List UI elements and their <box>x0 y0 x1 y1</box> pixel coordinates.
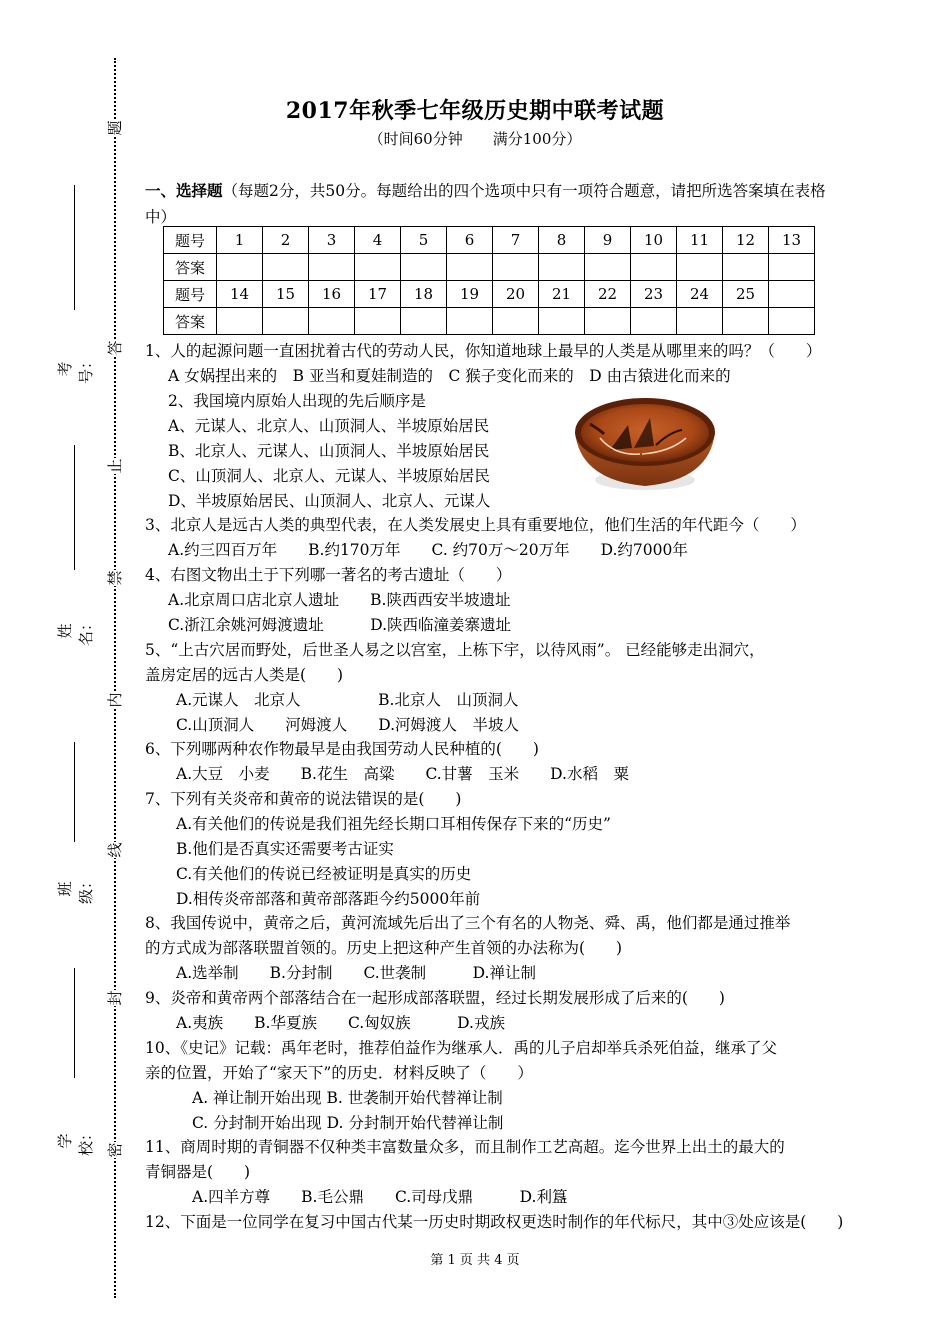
question-number-cell: 3 <box>309 227 355 254</box>
question-number-cell: 5 <box>401 227 447 254</box>
question-11: 11、商周时期的青铜器不仅种类丰富数量众多，而且制作工艺高超。迄今世界上出土的最大的 <box>145 1138 785 1156</box>
question-number-cell: 16 <box>309 281 355 308</box>
question-10-continued: 亲的位置，开始了“家天下”的历史．材料反映了（ ） <box>145 1064 533 1082</box>
question-8-continued: 的方式成为部落联盟首领的。历史上把这种产生首领的办法称为( ) <box>145 939 623 957</box>
seal-char-5: 内 <box>106 692 124 708</box>
table-row <box>164 308 815 335</box>
question-8-options: A.选举制 B.分封制 C.世袭制 D.禅让制 <box>176 964 536 982</box>
section-one-heading <box>145 178 840 230</box>
question-4-options-cd: C.浙江余姚河姆渡遗址 D.陕西临潼姜寨遗址 <box>168 616 512 634</box>
seal-char-1: 题 <box>106 120 124 136</box>
question-2-option-d: D、半坡原始居民、山顶洞人、北京人、元谋人 <box>168 492 491 510</box>
question-number-cell: 10 <box>631 227 677 254</box>
exam-number-label: 考号： <box>56 353 95 384</box>
pottery-bowl-image <box>570 390 720 498</box>
exam-subtitle: （时间60分钟 满分100分） <box>368 130 582 148</box>
answer-cell[interactable] <box>723 254 769 281</box>
school-label: 学校： <box>56 1125 95 1156</box>
question-number-cell: 13 <box>769 227 815 254</box>
question-5-options-cd: C.山顶洞人 河姆渡人 D.河姆渡人 半坡人 <box>176 716 520 734</box>
section-one-instruction: （每题2分，共50分。每题给出的四个选项中只有一项符合题意，请把所选答案填在表格中） <box>145 182 826 226</box>
answer-cell[interactable] <box>217 308 263 335</box>
question-number-cell: 20 <box>493 281 539 308</box>
question-number-cell: 6 <box>447 227 493 254</box>
answer-cell[interactable] <box>309 254 355 281</box>
seal-char-6: 线 <box>106 842 124 858</box>
answer-cell[interactable] <box>309 308 355 335</box>
answer-cell[interactable] <box>401 308 447 335</box>
seal-char-4: 禁 <box>106 570 124 586</box>
page-footer: 第 1 页 共 4 页 <box>430 1253 520 1268</box>
answer-cell[interactable] <box>631 308 677 335</box>
question-7-option-d: D.相传炎帝部落和黄帝部落距今约5000年前 <box>176 890 481 908</box>
question-10: 10、《史记》记载：禹年老时，推荐伯益作为继承人．禹的儿子启却举兵杀死伯益，继承了父 <box>145 1039 777 1057</box>
table-row <box>164 281 815 308</box>
question-2: 2、我国境内原始人出现的先后顺序是 <box>168 392 426 410</box>
question-7-option-c: C.有关他们的传说已经被证明是真实的历史 <box>176 865 472 883</box>
answer-cell[interactable] <box>585 254 631 281</box>
question-1-options: A 女娲捏出来的 B 亚当和夏娃制造的 C 猴子变化而来的 D 由古猿进化而来的 <box>168 367 731 385</box>
question-5-continued: 盖房定居的远古人类是( ) <box>145 666 344 684</box>
binding-dotted-line <box>114 58 116 1298</box>
question-8: 8、我国传说中，黄帝之后，黄河流域先后出了三个有名的人物尧、舜、禹，他们都是通过推举 <box>145 914 791 932</box>
question-number-cell <box>769 281 815 308</box>
answer-cell[interactable] <box>723 308 769 335</box>
question-9-options: A.夷族 B.华夏族 C.匈奴族 D.戎族 <box>176 1014 505 1032</box>
answer-cell[interactable] <box>769 308 815 335</box>
question-2-option-a: A、元谋人、北京人、山顶洞人、半坡原始居民 <box>168 417 490 435</box>
answer-cell[interactable] <box>263 308 309 335</box>
seal-char-7: 封 <box>106 990 124 1006</box>
question-number-cell: 12 <box>723 227 769 254</box>
name-line <box>74 445 75 570</box>
answer-cell[interactable] <box>355 308 401 335</box>
question-7-option-a: A.有关他们的传说是我们祖先经长期口耳相传保存下来的“历史” <box>176 815 611 833</box>
row-label-number: 题号 <box>164 227 217 254</box>
exam-number-line <box>74 185 75 310</box>
question-12: 12、下面是一位同学在复习中国古代某一历史时期政权更迭时制作的年代标尺，其中③处应该是( ) <box>145 1213 844 1231</box>
answer-cell[interactable] <box>263 254 309 281</box>
answer-cell[interactable] <box>217 254 263 281</box>
row-label-answer: 答案 <box>164 254 217 281</box>
answer-cell[interactable] <box>355 254 401 281</box>
question-number-cell: 1 <box>217 227 263 254</box>
question-11-continued: 青铜器是( ) <box>145 1163 251 1181</box>
row-label-number: 题号 <box>164 281 217 308</box>
question-number-cell: 14 <box>217 281 263 308</box>
answer-cell[interactable] <box>447 308 493 335</box>
question-number-cell: 25 <box>723 281 769 308</box>
table-row <box>164 227 815 254</box>
answer-cell[interactable] <box>769 254 815 281</box>
question-2-option-b: B、北京人、元谋人、山顶洞人、半坡原始居民 <box>168 442 490 460</box>
question-2-option-c: C、山顶洞人、北京人、元谋人、半坡原始居民 <box>168 467 490 485</box>
question-3-options: A.约三四百万年 B.约170万年 C. 约70万～20万年 D.约7000年 <box>168 541 688 559</box>
answer-cell[interactable] <box>493 308 539 335</box>
answer-cell[interactable] <box>539 254 585 281</box>
question-number-cell: 21 <box>539 281 585 308</box>
question-4-options-ab: A.北京周口店北京人遗址 B.陕西西安半坡遗址 <box>168 591 511 609</box>
question-11-options: A.四羊方尊 B.毛公鼎 C.司母戊鼎 D.利簋 <box>192 1188 568 1206</box>
question-10-options-cd: C. 分封制开始出现 D. 分封制开始代替禅让制 <box>192 1114 504 1132</box>
answer-cell[interactable] <box>631 254 677 281</box>
question-number-cell: 11 <box>677 227 723 254</box>
answer-cell[interactable] <box>677 308 723 335</box>
name-label: 姓名： <box>56 615 95 646</box>
answer-cell[interactable] <box>585 308 631 335</box>
question-number-cell: 7 <box>493 227 539 254</box>
answer-cell[interactable] <box>447 254 493 281</box>
school-line <box>74 968 75 1078</box>
answer-cell[interactable] <box>493 254 539 281</box>
seal-char-2: 答 <box>106 340 124 356</box>
answer-cell[interactable] <box>677 254 723 281</box>
question-5-options-ab: A.元谋人 北京人 B.北京人 山顶洞人 <box>176 691 519 709</box>
question-number-cell: 23 <box>631 281 677 308</box>
answer-cell[interactable] <box>401 254 447 281</box>
question-number-cell: 24 <box>677 281 723 308</box>
question-6-options: A.大豆 小麦 B.花生 高粱 C.甘薯 玉米 D.水稻 粟 <box>176 765 629 783</box>
question-number-cell: 19 <box>447 281 493 308</box>
section-one-label: 一、选择题 <box>145 181 223 200</box>
question-number-cell: 9 <box>585 227 631 254</box>
question-number-cell: 17 <box>355 281 401 308</box>
answer-cell[interactable] <box>539 308 585 335</box>
question-number-cell: 18 <box>401 281 447 308</box>
question-number-cell: 2 <box>263 227 309 254</box>
question-4: 4、右图文物出土于下列哪一著名的考古遗址（ ） <box>145 566 512 584</box>
class-line <box>74 742 75 842</box>
question-number-cell: 22 <box>585 281 631 308</box>
question-10-options-ab: A. 禅让制开始出现 B. 世袭制开始代替禅让制 <box>192 1089 503 1107</box>
table-row <box>164 254 815 281</box>
question-6: 6、下列哪两种农作物最早是由我国劳动人民种植的( ) <box>145 740 539 758</box>
question-7-option-b: B.他们是否真实还需要考古证实 <box>176 840 394 858</box>
answer-table <box>163 226 815 335</box>
question-number-cell: 15 <box>263 281 309 308</box>
class-label: 班级： <box>56 873 95 904</box>
question-number-cell: 4 <box>355 227 401 254</box>
question-5: 5、“上古穴居而野处，后世圣人易之以宫室，上栋下宇，以待风雨”。 已经能够走出洞穴， <box>145 641 765 659</box>
question-9: 9、炎帝和黄帝两个部落结合在一起形成部落联盟，经过长期发展形成了后来的( ) <box>145 989 725 1007</box>
question-7: 7、下列有关炎帝和黄帝的说法错误的是( ) <box>145 790 462 808</box>
seal-char-8: 密 <box>106 1142 124 1158</box>
row-label-answer: 答案 <box>164 308 217 335</box>
seal-char-3: 止 <box>106 458 124 474</box>
exam-title: 2017年秋季七年级历史期中联考试题 <box>285 98 665 124</box>
question-3: 3、北京人是远古人类的典型代表，在人类发展史上具有重要地位，他们生活的年代距今（ ） <box>145 516 806 534</box>
question-number-cell: 8 <box>539 227 585 254</box>
question-1: 1、人的起源问题一直困扰着古代的劳动人民，你知道地球上最早的人类是从哪里来的吗？（ ） <box>145 342 822 360</box>
